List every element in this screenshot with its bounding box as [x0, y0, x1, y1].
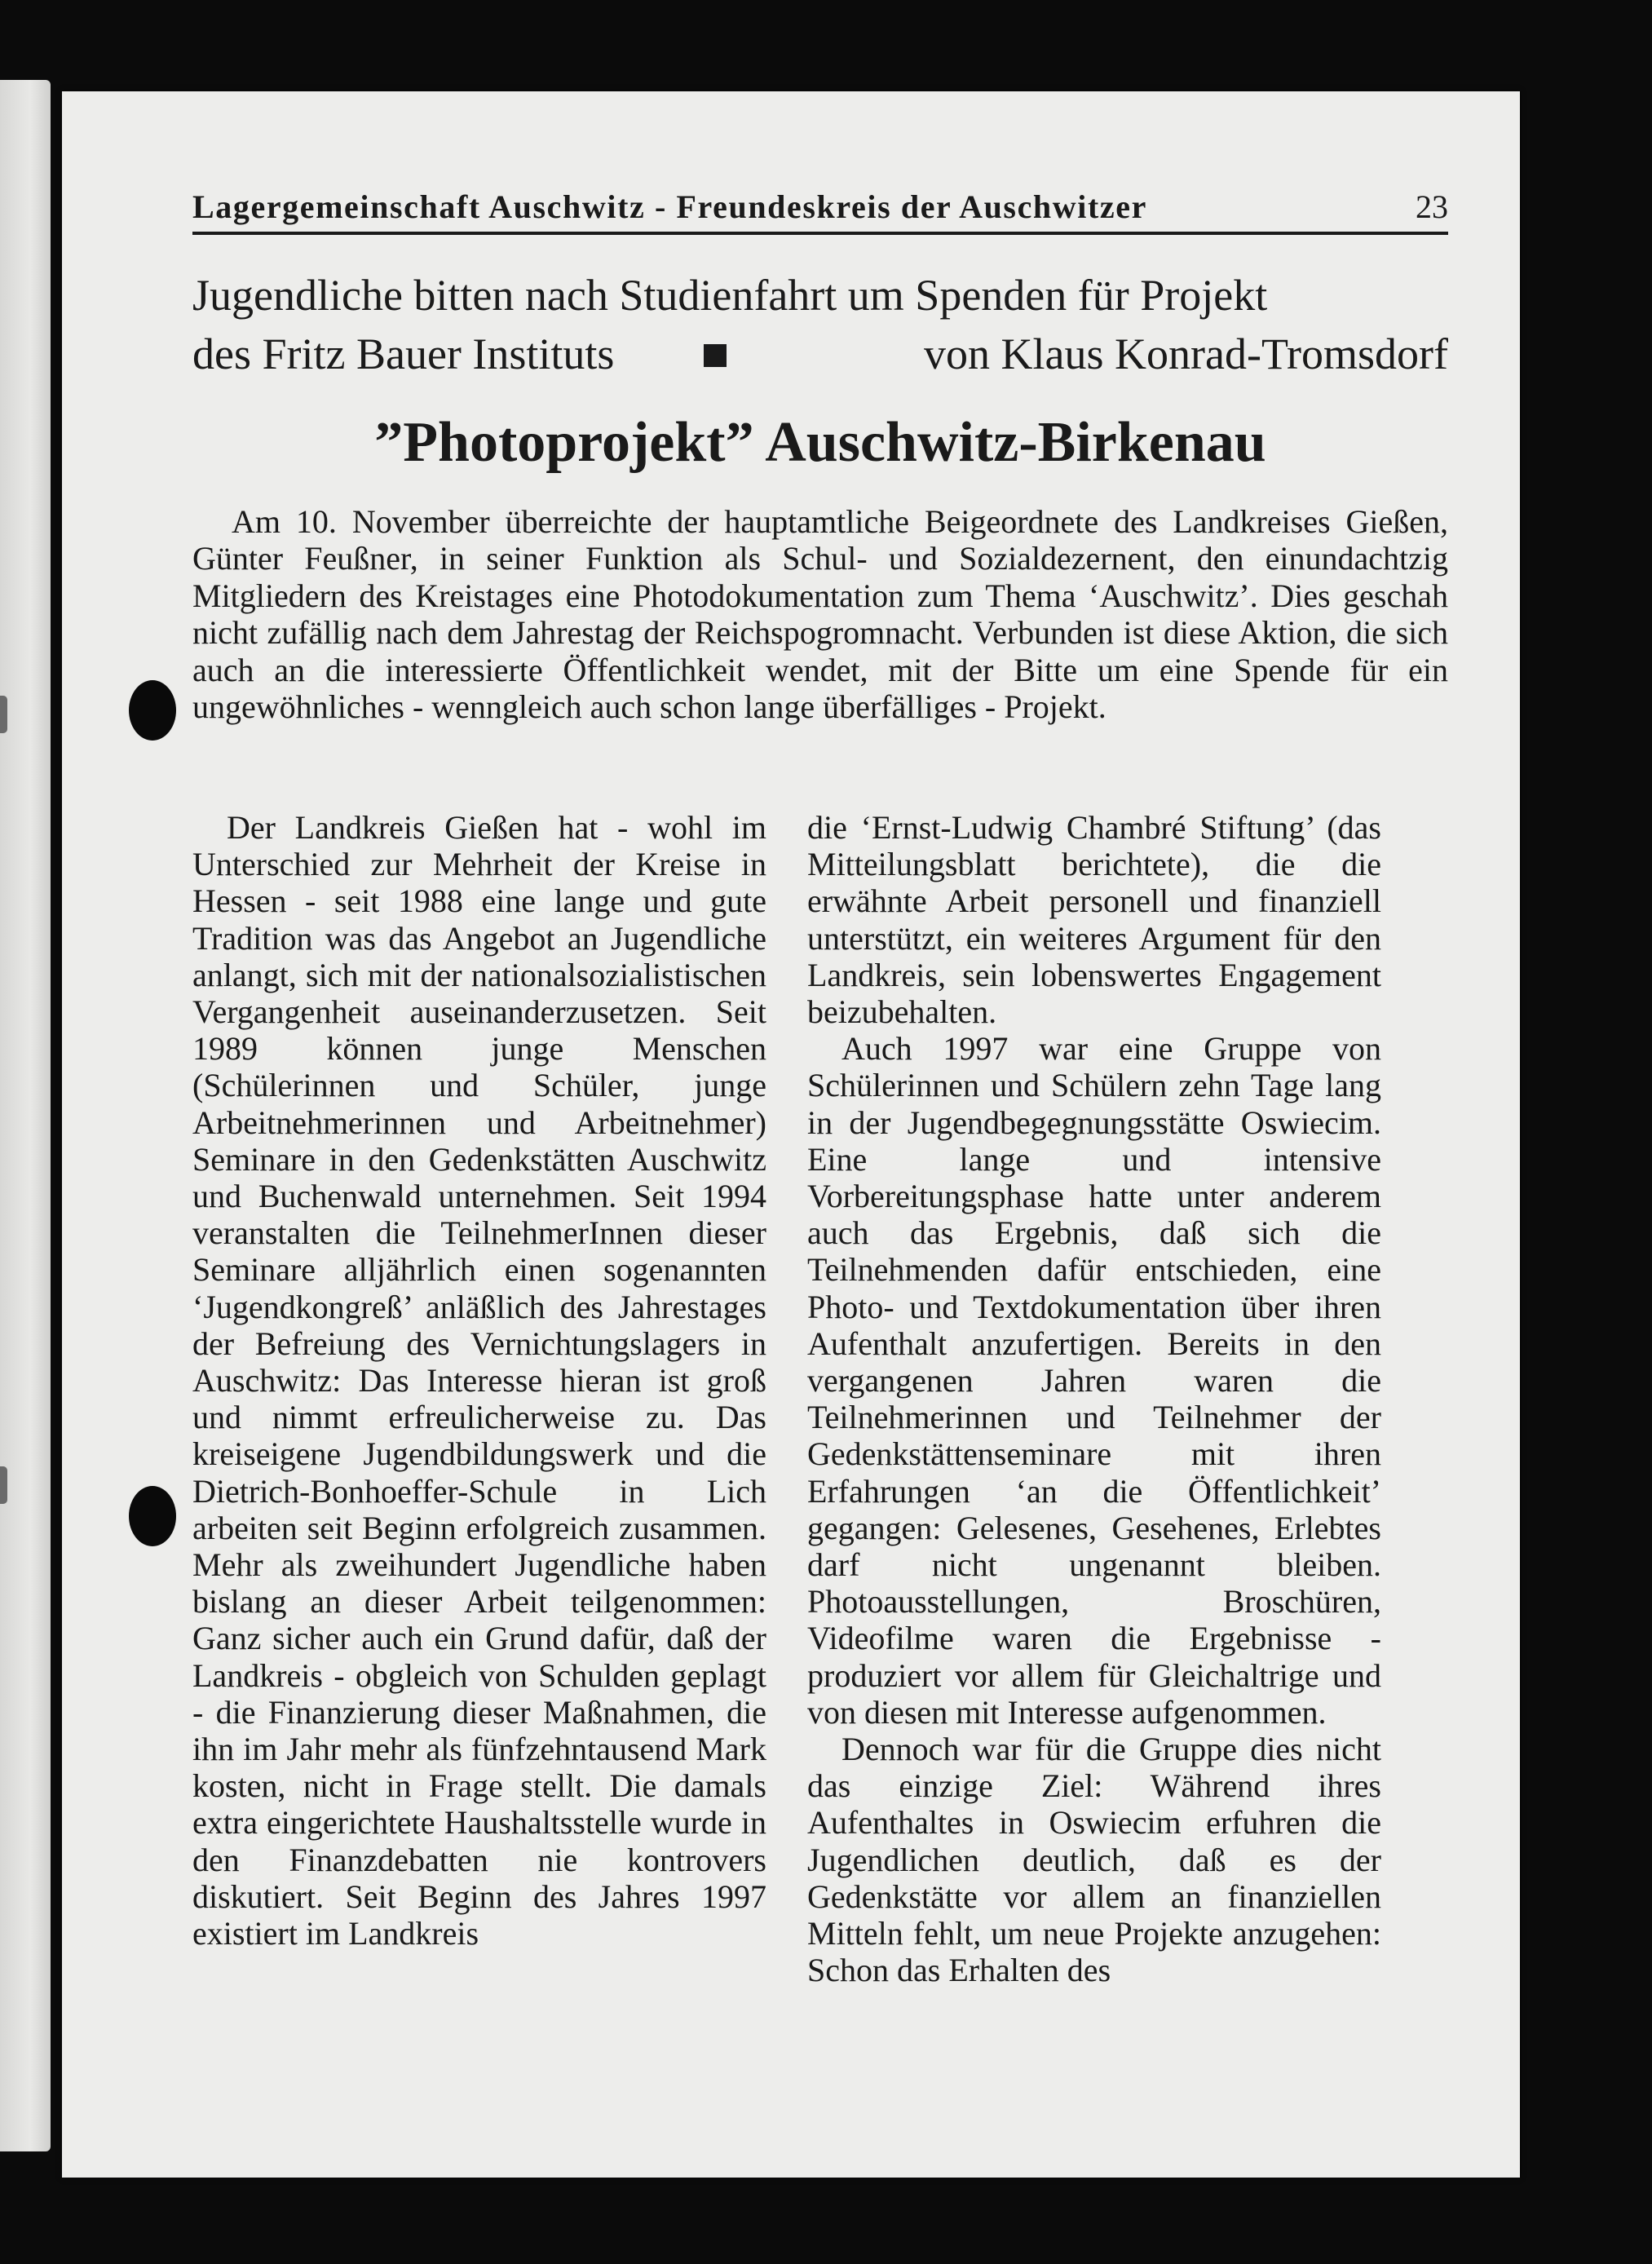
article-title: ”Photoprojekt” Auschwitz-Birkenau — [374, 411, 1266, 474]
subheading-institute — [192, 325, 727, 383]
punch-hole — [129, 1486, 176, 1546]
prev-page-hole-mark — [0, 1466, 7, 1504]
body-paragraph: Der Landkreis Gießen hat - wohl im Unterschied zur Mehrheit der Kreise in Hessen - seit 1988 eine lange und gute Tradition was das Angebot an Jugendliche anlangt, sich mit der nationalsozialistischen Vergangenheit auseinanderzusetzen. Seit 1989 können junge Menschen (Schülerinnen und Schüler, junge Arbeitnehmerinnen und Arbeitnehmer) Seminare in den Gedenkstätten Auschwitz und Buchenwald unternehmen. Seit 1994 veranstalten die TeilnehmerInnen dieser Seminare alljährlich einen sogenannten ‘Jugendkongreß’ anläßlich des Jahrestages der Befreiung des Vernichtungslagers in Auschwitz: Das Interesse hieran ist groß und nimmt erfreulicherweise zu. Das kreiseigene Jugendbildungswerk und die Dietrich-Bonhoeffer-Schule in Lich arbeiten seit Beginn erfolgreich zusammen. Mehr als zweihundert Jugendliche haben bislang an dieser Arbeit teilgenommen: Ganz sicher auch ein Grund dafür, daß der Landkreis - obgleich von Schulden geplagt - die Finanzierung dieser Maßnahmen, die ihn im Jahr mehr als fünfzehntausend Mark kosten, nicht in Frage stellt. Die damals extra eingerichtete Haushaltsstelle wurde in den Finanzdebatten nie kontrovers diskutiert. Seit Beginn des Jahres 1997 existiert im Landkreis — [192, 809, 766, 1952]
punch-hole — [129, 680, 176, 741]
body-paragraph: die ‘Ernst-Ludwig Chambré Stiftung’ (das Mitteilungsblatt berichtete), die die erwähnte Arbeit personell und finanziell unterstützt, ein weiteres Argument für den Landkreis, sein lobenswertes Engagement beizubehalten. — [807, 809, 1381, 1031]
lead-paragraph: Am 10. November überreichte der hauptamtliche Beigeordnete des Landkreises Gießen, Günter Feußner, in seiner Funktion als Schul- und Sozialdezernent, den einundachtzig Mitgliedern des Kreistages eine Photodokumentation zum Thema ‘Auschwitz’. Dies geschah nicht zufällig nach dem Jahrestag der Reichspogromnacht. Verbunden ist diese Aktion, die sich auch an die interessierte Öffentlichkeit wendet, mit der Bitte um eine Spende für ein ungewöhnliches - wenngleich auch schon lange überfälliges - Projekt. — [192, 503, 1448, 726]
body-paragraph: Dennoch war für die Gruppe dies nicht das einzige Ziel: Während ihres Aufenthaltes in Oswiecim erfuhren die Jugendlichen deutlich, daß es der Gedenkstätte vor allem an finanziellen Mitteln fehlt, um neue Projekte anzugehen: Schon das Erhalten des — [807, 1731, 1381, 1989]
previous-page-edge — [0, 80, 51, 2151]
page-number: 23 — [1416, 188, 1448, 225]
author-byline: von Klaus Konrad-Tromsdorf — [924, 329, 1448, 378]
running-header-title: Lagergemeinschaft Auschwitz - Freundeskreis der Auschwitzer — [192, 188, 1147, 225]
article-subheading-line2 — [192, 325, 1448, 383]
body-paragraph: Auch 1997 war eine Gruppe von Schülerinnen und Schülern zehn Tage lang in der Jugendbegegnungsstätte Oswiecim. Eine lange und intensive Vorbereitungsphase hatte unter anderem auch das Ergebnis, daß sich die Teilnehmenden dafür entschieden, eine Photo- und Textdokumentation über ihren Aufenthalt anzufertigen. Bereits in den vergangenen Jahren waren die Teilnehmerinnen und Teilnehmer der Gedenkstättenseminare mit ihren Erfahrungen ‘an die Öffentlichkeit’ gegangen: Gelesenes, Gesehenes, Erlebtes darf nicht ungenannt bleiben. Photoausstellungen, Broschüren, Videofilme waren die Ergebnisse - produziert vor allem für Gleichaltrige und von diesen mit Interesse aufgenommen. — [807, 1030, 1381, 1731]
body-column-left — [192, 809, 766, 1952]
article-subheading-line1: Jugendliche bitten nach Studienfahrt um Spenden für Projekt — [192, 271, 1268, 320]
prev-page-hole-mark — [0, 696, 7, 733]
subheading-institute-text: des Fritz Bauer Instituts — [192, 329, 615, 378]
running-header — [192, 179, 1448, 235]
body-column-right — [807, 809, 1381, 1989]
magazine-page — [62, 91, 1520, 2178]
separator-square-icon — [704, 344, 727, 367]
